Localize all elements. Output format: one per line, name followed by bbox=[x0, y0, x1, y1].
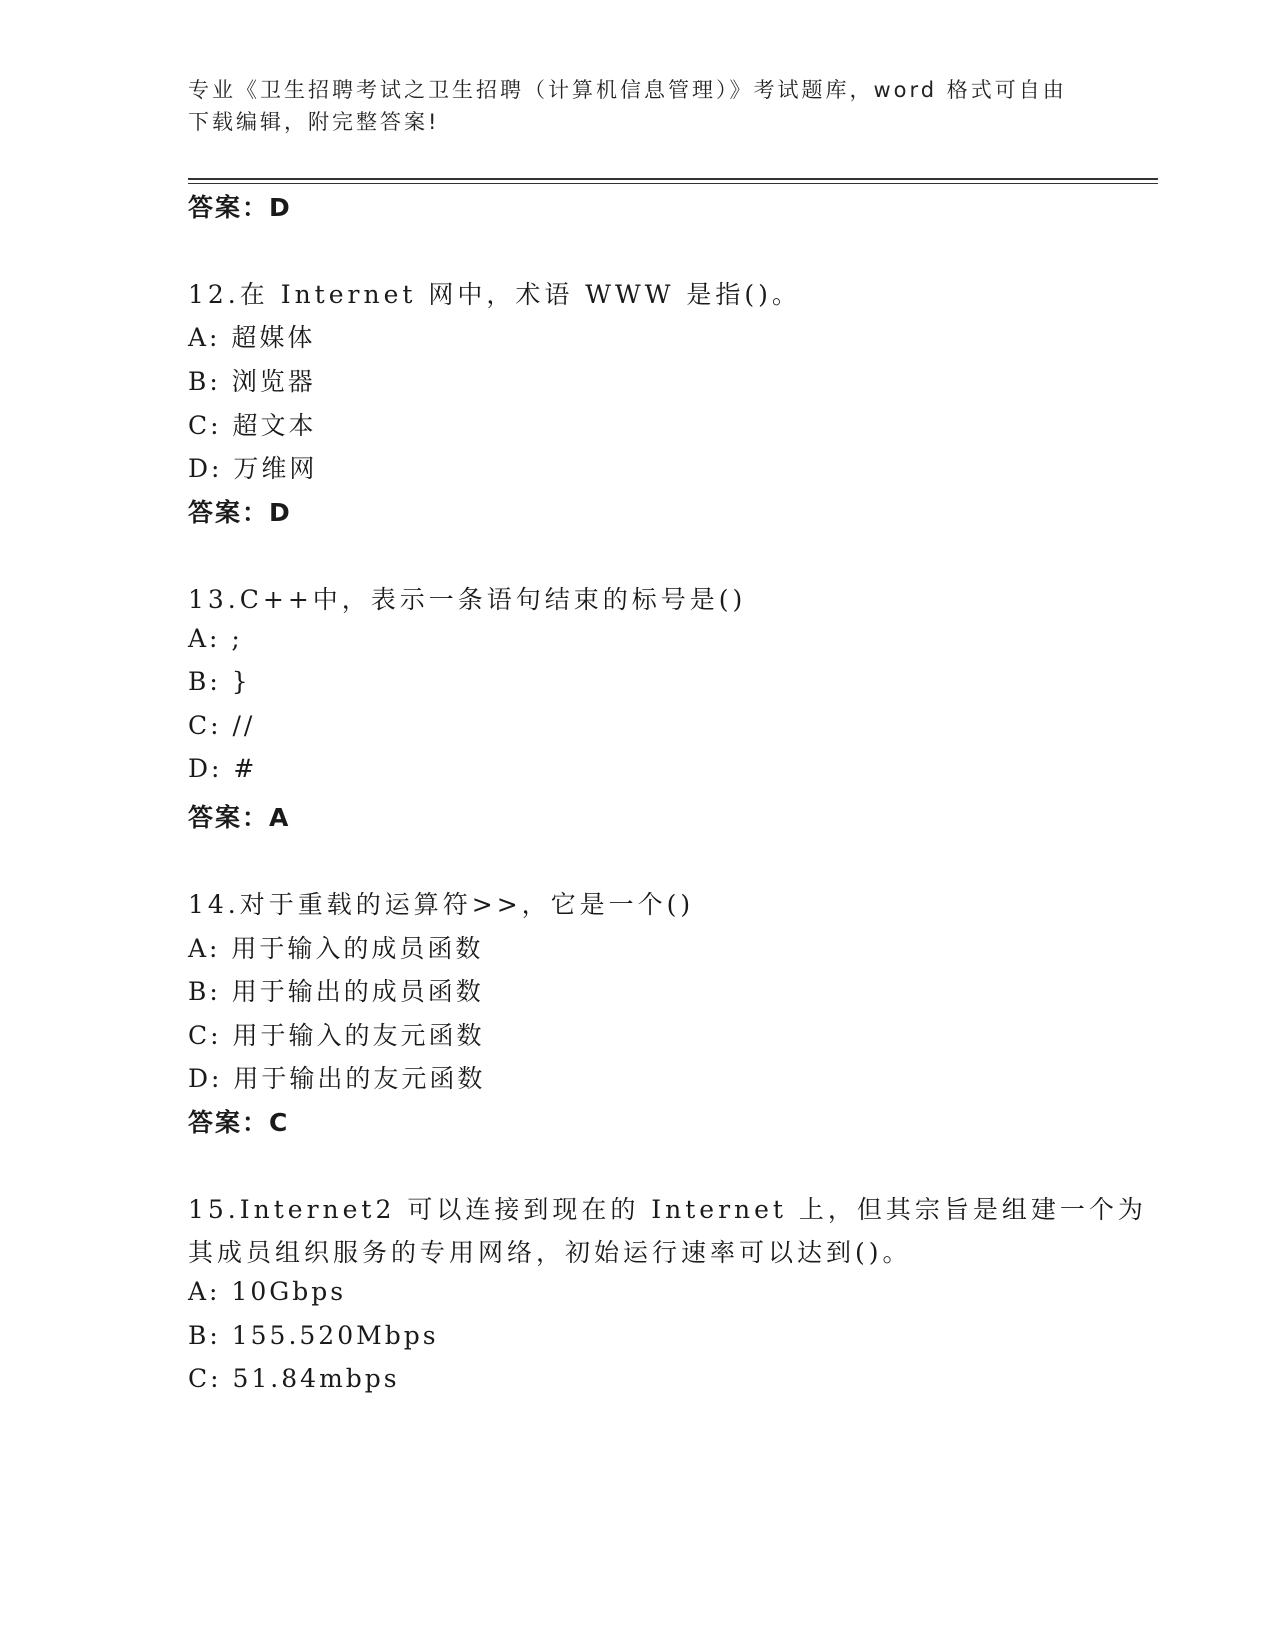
question-12-option-b: B: 浏览器 bbox=[188, 367, 316, 396]
question-12-option-c: C: 超文本 bbox=[188, 411, 317, 440]
question-14: 14.对于重载的运算符>>，它是一个() bbox=[188, 890, 695, 919]
question-15-option-c: C: 51.84mbps bbox=[188, 1364, 400, 1393]
answer-label: 答案：D bbox=[188, 193, 292, 222]
question-13-answer: 答案：A bbox=[188, 803, 291, 832]
question-13-option-b: B: } bbox=[188, 667, 251, 696]
question-12: 12.在 Internet 网中，术语 WWW 是指()。 bbox=[188, 280, 801, 309]
question-12-option-a: A: 超媒体 bbox=[188, 323, 316, 352]
question-14-option-d: D: 用于输出的友元函数 bbox=[188, 1064, 486, 1093]
question-13-option-c: C: // bbox=[188, 711, 256, 740]
question-15: 15.Internet2 可以连接到现在的 Internet 上，但其宗旨是组建一个为 bbox=[188, 1195, 1147, 1224]
question-13: 13.C++中，表示一条语句结束的标号是() bbox=[188, 585, 747, 614]
header-divider-thin bbox=[188, 183, 1158, 184]
question-13-option-a: A: ; bbox=[188, 624, 243, 653]
question-14-option-b: B: 用于输出的成员函数 bbox=[188, 977, 484, 1006]
question-12-option-d: D: 万维网 bbox=[188, 454, 318, 483]
question-14-option-a: A: 用于输入的成员函数 bbox=[188, 934, 484, 963]
question-14-answer: 答案：C bbox=[188, 1108, 290, 1137]
question-15-continued: 其成员组织服务的专用网络，初始运行速率可以达到()。 bbox=[188, 1238, 912, 1267]
question-15-option-b: B: 155.520Mbps bbox=[188, 1321, 439, 1350]
header-divider bbox=[188, 178, 1158, 180]
question-15-option-a: A: 10Gbps bbox=[188, 1277, 347, 1306]
question-13-option-d: D: # bbox=[188, 754, 258, 783]
document-header: 专业《卫生招聘考试之卫生招聘（计算机信息管理）》考试题库，word 格式可自由下载编辑，附完整答案! bbox=[188, 78, 1067, 134]
question-12-answer: 答案：D bbox=[188, 498, 292, 527]
question-14-option-c: C: 用于输入的友元函数 bbox=[188, 1021, 485, 1050]
